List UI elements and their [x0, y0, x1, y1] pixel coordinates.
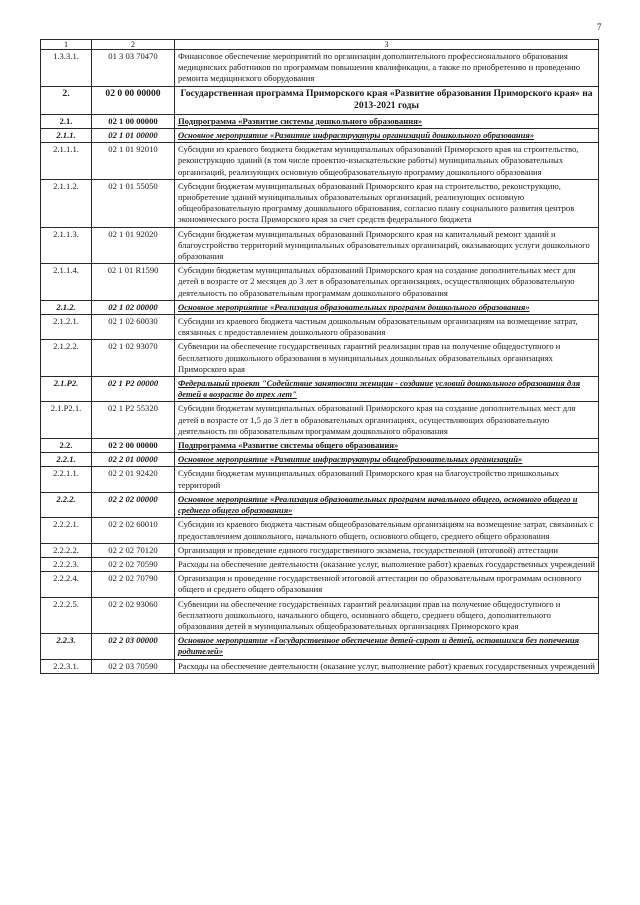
- table-row: [41, 402, 599, 439]
- row-code: 02 2 02 70790: [92, 572, 175, 597]
- main-activity-row: [41, 492, 599, 517]
- table-row: [41, 315, 599, 340]
- row-code: 02 1 00 00000: [92, 114, 175, 128]
- row-number: 2.1.: [41, 114, 92, 128]
- row-number: 2.1.2.2.: [41, 340, 92, 377]
- row-number: 2.1.Р2.1.: [41, 402, 92, 439]
- main-activity-row: [41, 453, 599, 467]
- program-row: [41, 86, 599, 114]
- row-code: 02 2 01 92420: [92, 467, 175, 492]
- row-code: 02 1 02 93070: [92, 340, 175, 377]
- table-row: [41, 264, 599, 301]
- row-description: Основное мероприятие «Реализация образовательных программ дошкольного образования»: [175, 300, 599, 314]
- row-description: Субсидии бюджетам муниципальных образований Приморского края на создание дополнительных мест для детей в возрасте от 1,5 до 3 лет в образовательных организациях, осуществляющих образовательную деятельность по образовательным программам дошкольного образования: [175, 402, 599, 439]
- row-code: 02 2 02 70590: [92, 557, 175, 571]
- header-col-2: 2: [92, 40, 175, 50]
- table-row: [41, 467, 599, 492]
- table-header-row: [41, 40, 599, 50]
- row-description: Подпрограмма «Развитие системы дошкольного образования»: [175, 114, 599, 128]
- table-row: [41, 543, 599, 557]
- subprogram-row: [41, 114, 599, 128]
- row-description: Субсидии бюджетам муниципальных образований Приморского края на благоустройство пришкольных территорий: [175, 467, 599, 492]
- row-description: Подпрограмма «Развитие системы общего образования»: [175, 439, 599, 453]
- row-code: 01 3 03 70470: [92, 50, 175, 87]
- row-number: 2.: [41, 86, 92, 114]
- row-number: 2.1.2.: [41, 300, 92, 314]
- row-number: 2.2.2.4.: [41, 572, 92, 597]
- main-activity-row: [41, 300, 599, 314]
- row-code: 02 2 02 70120: [92, 543, 175, 557]
- table-row: [41, 179, 599, 227]
- row-code: 02 1 Р2 00000: [92, 377, 175, 402]
- row-number: 2.1.2.1.: [41, 315, 92, 340]
- main-activity-row: [41, 634, 599, 659]
- row-code: 02 1 01 92020: [92, 227, 175, 264]
- row-description: Организация и проведение государственной итоговой аттестации по образовательным программам основного общего и среднего общего образования: [175, 572, 599, 597]
- row-code: 02 2 02 93060: [92, 597, 175, 634]
- row-description: Основное мероприятие «Развитие инфраструктуры общеобразовательных организаций»: [175, 453, 599, 467]
- row-number: 2.2.2.1.: [41, 518, 92, 543]
- row-code: 02 1 Р2 55320: [92, 402, 175, 439]
- row-number: 2.1.1.4.: [41, 264, 92, 301]
- table-body: [41, 40, 599, 674]
- row-code: 02 1 02 60030: [92, 315, 175, 340]
- row-number: 2.2.2.5.: [41, 597, 92, 634]
- row-code: 02 1 01 R1590: [92, 264, 175, 301]
- row-code: 02 2 02 60010: [92, 518, 175, 543]
- main-activity-row: [41, 377, 599, 402]
- row-description: Субсидии бюджетам муниципальных образований Приморского края на создание дополнительных мест для детей в возрасте от 2 месяцев до 3 лет в образовательных организациях, осуществляющих образовательную деятельность по образовательным программам дошкольного образования: [175, 264, 599, 301]
- row-description: Субсидии из краевого бюджета частным общеобразовательным организациям на возмещение затрат, связанных с предоставлением дошкольного, начального общего, основного общего, среднего общего образования: [175, 518, 599, 543]
- row-code: 02 1 02 00000: [92, 300, 175, 314]
- row-code: 02 2 03 00000: [92, 634, 175, 659]
- header-col-3: 3: [175, 40, 599, 50]
- row-number: 2.2.2.: [41, 492, 92, 517]
- row-number: 2.2.: [41, 439, 92, 453]
- table-row: [41, 572, 599, 597]
- row-description: Финансовое обеспечение мероприятий по организации дополнительного профессионального образования медицинских работников по программам повышения квалификации, а также по приобретению и проведению ремонта медицинского оборудования: [175, 50, 599, 87]
- classification-table: [40, 39, 599, 674]
- row-code: 02 2 02 00000: [92, 492, 175, 517]
- row-description: Основное мероприятие «Государственное обеспечение детей-сирот и детей, оставшихся без попечения родителей»: [175, 634, 599, 659]
- row-number: 2.2.1.: [41, 453, 92, 467]
- row-description: Субсидии из краевого бюджета частным дошкольным образовательным организациям на возмещение затрат, связанных с предоставлением дошкольного образования: [175, 315, 599, 340]
- row-number: 1.3.3.1.: [41, 50, 92, 87]
- row-number: 2.2.3.: [41, 634, 92, 659]
- table-row: [41, 227, 599, 264]
- row-description: Основное мероприятие «Реализация образовательных программ начального общего, основного общего и среднего общего образования»: [175, 492, 599, 517]
- row-number: 2.1.Р2.: [41, 377, 92, 402]
- table-row: [41, 143, 599, 180]
- row-code: 02 2 03 70590: [92, 659, 175, 673]
- row-description: Расходы на обеспечение деятельности (оказание услуг, выполнение работ) краевых государственных учреждений: [175, 557, 599, 571]
- table-row: [41, 50, 599, 87]
- row-number: 2.2.1.1.: [41, 467, 92, 492]
- row-description: Субсидии бюджетам муниципальных образований Приморского края на строительство, реконструкцию, приобретение зданий муниципальных образовательных организаций, реализующих основную общеобразовательную программу дошкольного образования, согласно плану социального развития центров экономического роста Приморского края за счет средств федерального бюджета: [175, 179, 599, 227]
- row-description: Организация и проведение единого государственного экзамена, государственной (итоговой) аттестации: [175, 543, 599, 557]
- row-description: Субсидии бюджетам муниципальных образований Приморского края на капитальный ремонт зданий и благоустройство территорий муниципальных образовательных организаций, оказывающих услуги дошкольного образования: [175, 227, 599, 264]
- row-description: Субвенции на обеспечение государственных гарантий реализации прав на получение общедоступного и бесплатного дошкольного образования в муниципальных дошкольных образовательных организациях Приморского края: [175, 340, 599, 377]
- row-code: 02 1 01 00000: [92, 129, 175, 143]
- row-description: Расходы на обеспечение деятельности (оказание услуг, выполнение работ) краевых государственных учреждений: [175, 659, 599, 673]
- table-row: [41, 659, 599, 673]
- row-number: 2.2.2.3.: [41, 557, 92, 571]
- row-number: 2.1.1.1.: [41, 143, 92, 180]
- row-description: Государственная программа Приморского края «Развитие образования Приморского края» на 2013-2021 годы: [175, 86, 599, 114]
- row-description: Основное мероприятие «Развитие инфраструктуры организаций дошкольного образования»: [175, 129, 599, 143]
- main-activity-row: [41, 129, 599, 143]
- table-row: [41, 597, 599, 634]
- row-number: 2.2.2.2.: [41, 543, 92, 557]
- row-number: 2.1.1.: [41, 129, 92, 143]
- page-number: 7: [597, 22, 602, 32]
- row-number: 2.1.1.2.: [41, 179, 92, 227]
- table-row: [41, 340, 599, 377]
- row-code: 02 2 01 00000: [92, 453, 175, 467]
- row-code: 02 1 01 55050: [92, 179, 175, 227]
- row-description: Федеральный проект "Содействие занятости женщин - создание условий дошкольного образования для детей в возрасте до трех лет": [175, 377, 599, 402]
- subprogram-row: [41, 439, 599, 453]
- row-code: 02 2 00 00000: [92, 439, 175, 453]
- row-description: Субвенции на обеспечение государственных гарантий реализации прав на получение общедоступного и бесплатного дошкольного, начального общего, основного общего, среднего общего, дополнительного образования детей в муниципальных общеобразовательных организациях Приморского края: [175, 597, 599, 634]
- row-code: 02 1 01 92010: [92, 143, 175, 180]
- row-description: Субсидии из краевого бюджета бюджетам муниципальных образований Приморского края на строительство, реконструкцию зданий (в том числе проектно-изыскательские работы) муниципальных образовательных организаций, реализующих основную общеобразовательную программу дошкольного образования: [175, 143, 599, 180]
- table-row: [41, 518, 599, 543]
- header-col-1: 1: [41, 40, 92, 50]
- row-number: 2.2.3.1.: [41, 659, 92, 673]
- table-row: [41, 557, 599, 571]
- row-code: 02 0 00 00000: [92, 86, 175, 114]
- row-number: 2.1.1.3.: [41, 227, 92, 264]
